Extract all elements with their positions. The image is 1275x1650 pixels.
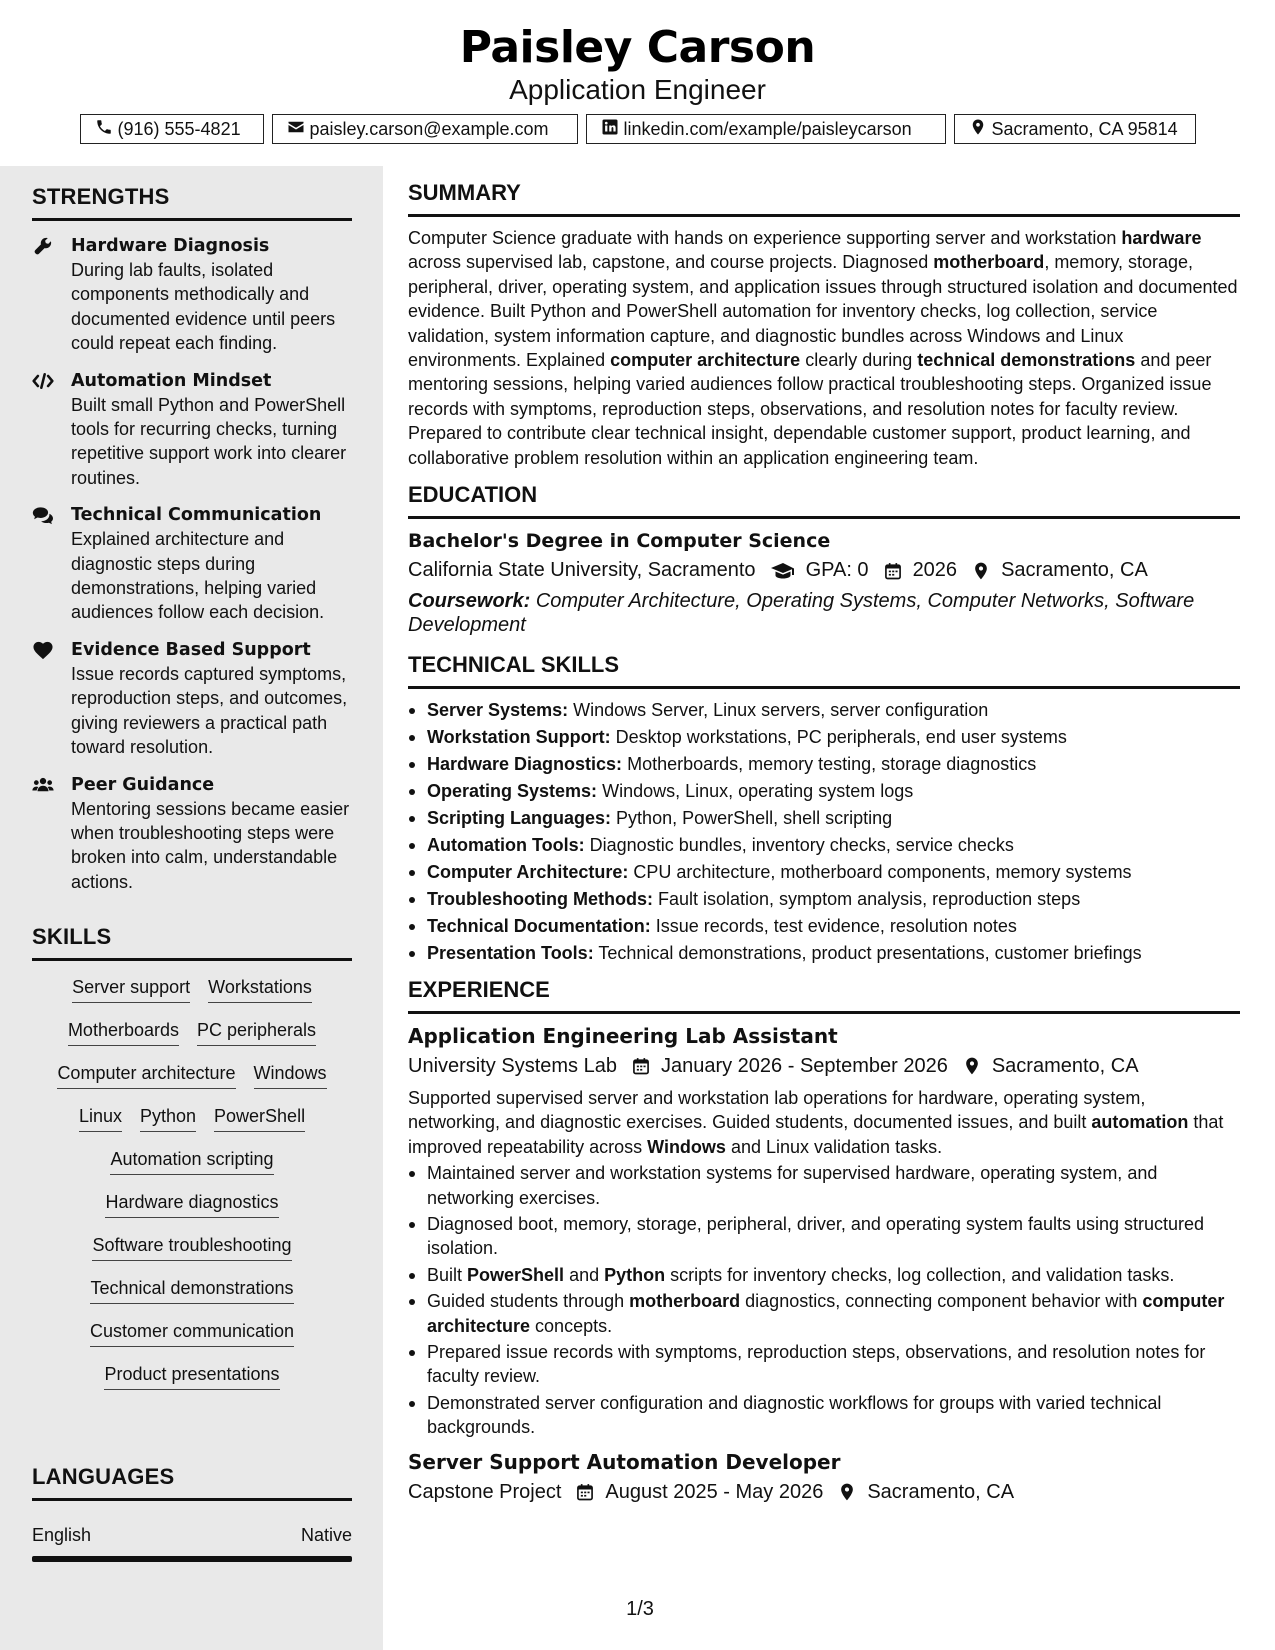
list-item (408, 913, 1240, 940)
skill-values: Windows, Linux, operating system logs (602, 780, 914, 801)
job-location: Sacramento, CA (867, 1480, 1015, 1503)
strength-desc: Issue records captured symptoms, reproduction steps, and outcomes, giving reviewers a practical path toward resolution. (71, 663, 348, 758)
language-row (32, 1525, 352, 1546)
skill-tag: Python (140, 1104, 196, 1132)
text-run: , memory, storage, peripheral, driver, operating system, and application issues through structured isolation and documented evidence. Built Python and PowerShell automation for inventory checks, log collection, service validation, system information capture, and diagnostic bundles across Windows and Linux environments. Explained (408, 252, 1238, 371)
text-run: Prepared issue records with symptoms, reproduction steps, observations, and resolution notes for faculty review. (427, 1341, 1206, 1387)
strength-title: Peer Guidance (71, 774, 215, 795)
graduation-cap-icon (770, 561, 796, 581)
section-divider (32, 1498, 352, 1501)
skill-tag: PowerShell (214, 1104, 305, 1132)
list-item (408, 805, 1240, 832)
skill-tag: Workstations (208, 975, 312, 1003)
skill-values: Fault isolation, symptom analysis, reproduction steps (658, 888, 1081, 909)
summary-text (408, 226, 1240, 470)
text-run: across supervised lab, capstone, and course projects. Diagnosed (408, 252, 934, 273)
main-column (408, 180, 1240, 1504)
emphasis-text: hardware (1121, 228, 1202, 248)
skill-tag: Motherboards (68, 1018, 179, 1046)
skill-tag: Hardware diagnostics (105, 1190, 278, 1218)
text-run: and Linux validation tasks. (725, 1136, 943, 1157)
contact-phone[interactable] (80, 114, 264, 144)
list-item (408, 1161, 1240, 1210)
skills-heading: SKILLS (32, 924, 112, 949)
education-meta (408, 559, 1240, 582)
languages-heading: LANGUAGES (32, 1464, 175, 1489)
skill-tag: PC peripherals (197, 1018, 316, 1046)
skills-section (32, 924, 352, 1390)
emphasis-text: automation (1091, 1112, 1189, 1133)
calendar-icon (883, 561, 903, 581)
page-number: 1/3 (626, 1598, 654, 1620)
section-divider (408, 214, 1240, 217)
wrench-icon (32, 236, 54, 256)
skill-category: Scripting Languages: (427, 807, 612, 828)
contact-location (954, 114, 1196, 144)
skill-values: Python, PowerShell, shell scripting (616, 807, 893, 828)
skill-values: CPU architecture, motherboard components, memory systems (633, 861, 1132, 882)
map-pin-icon (837, 1482, 857, 1502)
languages-section (32, 1464, 352, 1562)
job-dates: January 2026 - September 2026 (660, 1054, 948, 1077)
text-run: Built (427, 1264, 468, 1285)
skill-tag: Software troubleshooting (92, 1233, 291, 1261)
job-location: Sacramento, CA (991, 1054, 1139, 1077)
text-run: diagnostics, connecting component behavior with (740, 1291, 1143, 1312)
contact-linkedin[interactable] (586, 114, 946, 144)
skill-tag: Technical demonstrations (90, 1276, 293, 1304)
contact-bar (0, 114, 1275, 144)
employer: Capstone Project (408, 1480, 562, 1503)
candidate-role: Application Engineer (509, 74, 766, 105)
location-text: Sacramento, CA 95814 (991, 118, 1178, 139)
skill-values: Desktop workstations, PC peripherals, end user systems (615, 726, 1067, 747)
emphasis-text: computer architecture (610, 350, 801, 371)
language-proficiency-bar (32, 1556, 352, 1562)
text-run: that improved repeatability across (408, 1112, 1224, 1157)
experience-heading: EXPERIENCE (408, 976, 550, 1002)
skills-tag-list (32, 975, 352, 1390)
summary-heading: SUMMARY (408, 180, 521, 205)
strength-desc: Explained architecture and diagnostic steps during demonstrations, helping varied audiences follow each decision. (71, 529, 325, 623)
map-pin-icon (969, 118, 987, 141)
skill-tag: Product presentations (104, 1362, 279, 1390)
degree-title: Bachelor's Degree in Computer Science (408, 530, 831, 553)
users-icon (32, 775, 54, 795)
code-icon (32, 371, 54, 391)
email-text: paisley.carson@example.com (309, 118, 549, 139)
text-run: Guided students through (427, 1291, 630, 1312)
section-divider (408, 686, 1240, 689)
coursework (408, 589, 1240, 638)
job-title: Server Support Automation Developer (408, 1449, 841, 1474)
job-title: Application Engineering Lab Assistant (408, 1023, 838, 1048)
phone-icon (95, 118, 113, 141)
list-item (408, 1212, 1240, 1261)
technical-skills-heading: TECHNICAL SKILLS (408, 651, 620, 677)
skill-tag: Customer communication (90, 1319, 294, 1347)
list-item (408, 886, 1240, 913)
language-name: English (32, 1525, 92, 1545)
section-divider (32, 958, 352, 961)
text-run: clearly during (800, 350, 918, 371)
list-item (408, 1289, 1240, 1338)
skill-values: Diagnostic bundles, inventory checks, service checks (589, 834, 1014, 855)
skill-category: Troubleshooting Methods: (427, 888, 653, 909)
coursework-label: Coursework: (408, 590, 531, 613)
heart-icon (32, 640, 54, 660)
text-run: Supported supervised server and workstation lab operations for hardware, operating system, networking, and diagnostic exercises. Guided students, documented issues, and built (408, 1087, 1146, 1133)
job-meta (408, 1481, 1240, 1504)
strength-item (32, 503, 352, 625)
emphasis-text: Windows (647, 1136, 726, 1157)
strength-item (32, 369, 352, 491)
skill-category: Workstation Support: (427, 726, 611, 747)
text-run: scripts for inventory checks, log collection, and validation tasks. (665, 1264, 1175, 1285)
list-item (408, 1263, 1240, 1287)
list-item (408, 940, 1240, 967)
skill-category: Technical Documentation: (427, 915, 651, 936)
experience-section (408, 977, 1240, 1504)
coursework-list: Computer Architecture, Operating Systems, Computer Networks, Software Development (408, 590, 1195, 637)
resume-header (0, 0, 1275, 166)
strength-desc: Mentoring sessions became easier when troubleshooting steps were broken into calm, understandable actions. (71, 798, 350, 892)
map-pin-icon (971, 561, 991, 581)
emphasis-text: PowerShell (467, 1264, 565, 1285)
experience-entry (408, 1450, 1240, 1504)
candidate-name: Paisley Carson (459, 22, 816, 73)
sidebar (0, 166, 383, 1650)
linkedin-icon (601, 118, 619, 141)
section-divider (408, 1011, 1240, 1014)
job-dates: August 2025 - May 2026 (605, 1480, 824, 1503)
skill-values: Issue records, test evidence, resolution notes (655, 915, 1017, 936)
strength-item (32, 234, 352, 356)
strengths-section (32, 184, 352, 894)
strength-title: Automation Mindset (71, 370, 272, 391)
list-item (408, 1391, 1240, 1440)
section-divider (32, 218, 352, 221)
education-heading: EDUCATION (408, 482, 538, 508)
education-location: Sacramento, CA (1001, 559, 1148, 582)
comments-icon (32, 505, 54, 525)
employer: University Systems Lab (408, 1054, 617, 1077)
skill-category: Presentation Tools: (427, 942, 594, 963)
skill-category: Server Systems: (427, 699, 569, 720)
skill-category: Hardware Diagnostics: (427, 753, 623, 774)
emphasis-text: computer architecture (427, 1291, 1225, 1336)
section-divider (408, 516, 1240, 519)
technical-skills-section (408, 652, 1240, 967)
contact-email[interactable] (272, 114, 578, 144)
gpa-text: GPA: 0 (805, 559, 869, 582)
skill-category: Computer Architecture: (427, 861, 629, 882)
skill-tag: Automation scripting (110, 1147, 273, 1175)
text-run: concepts. (530, 1315, 613, 1336)
technical-skills-list (408, 697, 1240, 967)
emphasis-text: motherboard (629, 1291, 741, 1312)
linkedin-text: linkedin.com/example/paisleycarson (623, 118, 912, 139)
text-run: Demonstrated server configuration and diagnostic workflows for groups with varied technical backgrounds. (427, 1392, 1162, 1438)
skill-values: Motherboards, memory testing, storage diagnostics (627, 753, 1037, 774)
job-bullets (408, 1161, 1240, 1439)
text-run: Computer Science graduate with hands on experience supporting server and workstation (408, 228, 1122, 248)
experience-entry (408, 1024, 1240, 1440)
strength-item (32, 773, 352, 895)
skill-category: Operating Systems: (427, 780, 598, 801)
calendar-icon (631, 1056, 651, 1076)
skill-category: Automation Tools: (427, 834, 585, 855)
list-item (408, 697, 1240, 724)
strength-title: Hardware Diagnosis (71, 236, 270, 256)
list-item (408, 832, 1240, 859)
strength-title: Technical Communication (71, 505, 322, 526)
emphasis-text: Python (604, 1264, 666, 1285)
text-run: Maintained server and workstation systems for supervised hardware, operating system, and networking exercises. (427, 1163, 1158, 1208)
strength-desc: During lab faults, isolated components methodically and documented evidence until peers could repeat each finding. (71, 260, 336, 354)
language-level: Native (300, 1525, 352, 1545)
emphasis-text: technical demonstrations (917, 350, 1136, 371)
school-name: California State University, Sacramento (408, 559, 756, 582)
strengths-heading: STRENGTHS (32, 184, 170, 209)
map-pin-icon (962, 1056, 982, 1076)
list-item (408, 724, 1240, 751)
job-summary (408, 1086, 1240, 1159)
emphasis-text: motherboard (933, 252, 1045, 273)
summary-section (408, 180, 1240, 470)
skill-tag: Linux (79, 1104, 122, 1132)
skill-tag: Server support (72, 975, 190, 1003)
skill-values: Technical demonstrations, product presentations, customer briefings (598, 942, 1142, 963)
skill-tag: Computer architecture (57, 1061, 235, 1089)
phone-text: (916) 555-4821 (117, 118, 241, 139)
job-meta (408, 1055, 1240, 1078)
list-item (408, 1340, 1240, 1389)
strength-item (32, 638, 352, 760)
envelope-icon (287, 118, 305, 141)
calendar-icon (575, 1482, 595, 1502)
graduation-year: 2026 (912, 559, 958, 582)
text-run: and (564, 1264, 605, 1285)
text-run: and peer mentoring sessions, helping varied audiences follow practical troubleshooting steps. Organized issue records with symptoms, reproduction steps, observations, and resolution notes for faculty review. Prepared to contribute clear technical insight, dependable customer support, product learning, and collaborative problem resolution within an application engineering team. (408, 350, 1212, 468)
education-section (408, 482, 1240, 638)
skill-values: Windows Server, Linux servers, server configuration (573, 699, 989, 720)
list-item (408, 859, 1240, 886)
strength-desc: Built small Python and PowerShell tools for recurring checks, turning repetitive support work into clearer routines. (71, 394, 347, 488)
strength-title: Evidence Based Support (71, 639, 311, 660)
list-item (408, 751, 1240, 778)
skill-tag: Windows (254, 1061, 327, 1089)
text-run: Diagnosed boot, memory, storage, peripheral, driver, and operating system faults using structured isolation. (427, 1213, 1205, 1259)
list-item (408, 778, 1240, 805)
